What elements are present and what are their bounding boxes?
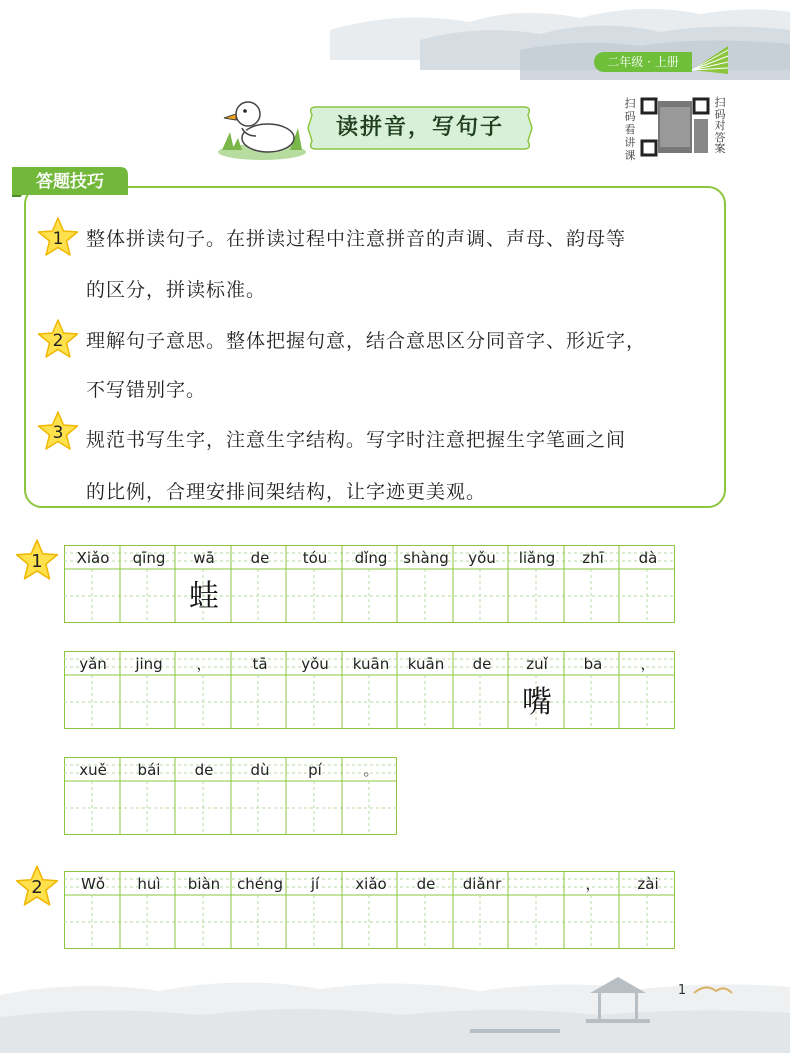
hanzi-write-cell[interactable] (343, 782, 399, 836)
pinyin-cell: tā (252, 655, 268, 673)
hanzi-write-cell[interactable] (65, 896, 121, 950)
exercise-number: 1 (31, 551, 43, 572)
tip-number: 2 (52, 331, 64, 351)
pinyin-cell: yǒu (301, 655, 329, 673)
pinyin-cell: Xiǎo (76, 549, 110, 567)
pinyin-cell: de (250, 549, 270, 567)
pinyin-cell: kuān (407, 655, 445, 673)
pinyin-cell: de (472, 655, 492, 673)
exercise-number: 2 (31, 877, 43, 898)
pinyin-cell: bái (137, 761, 161, 779)
hanzi-write-cell[interactable] (565, 570, 621, 624)
hanzi-write-cell[interactable] (121, 896, 177, 950)
hanzi-write-cell[interactable] (121, 676, 177, 730)
fan-icon (688, 40, 730, 76)
duck-illustration (212, 92, 312, 164)
hanzi-write-cell[interactable] (343, 570, 399, 624)
writing-grid (64, 545, 675, 623)
pinyin-cell: tóu (302, 549, 328, 567)
hanzi-write-cell[interactable] (565, 676, 621, 730)
hanzi-write-cell[interactable] (176, 676, 232, 730)
tip-text-line: 的比例，合理安排间架结构，让字迹更美观。 (86, 481, 487, 503)
hanzi-write-cell[interactable]: 蛙 (189, 579, 219, 614)
pinyin-cell: yǎn (79, 655, 107, 673)
hanzi-write-cell[interactable] (454, 570, 510, 624)
pinyin-cell: ， (585, 875, 601, 893)
pinyin-cell: ， (640, 655, 656, 673)
hanzi-write-cell[interactable] (398, 676, 454, 730)
qr-right-caption: 扫 码 对 答 案 (714, 96, 726, 156)
pinyin-cell: zhī (582, 549, 604, 567)
pinyin-cell: dǐng (354, 549, 388, 567)
pinyin-cell: de (416, 875, 436, 893)
tip-text-line: 整体拼读句子。在拼读过程中注意拼音的声调、声母、韵母等 (86, 228, 627, 250)
pinyin-cell: zuǐ (526, 655, 548, 673)
hanzi-write-cell[interactable] (398, 570, 454, 624)
hanzi-write-cell[interactable] (287, 782, 343, 836)
writing-grid (64, 757, 397, 835)
pinyin-cell: jí (310, 875, 320, 893)
pinyin-cell: zài (637, 875, 659, 893)
pinyin-cell: biàn (187, 875, 221, 893)
hanzi-write-cell[interactable] (287, 676, 343, 730)
pinyin-cell (509, 872, 565, 896)
qr-code[interactable] (640, 97, 710, 157)
tip-text-line: 理解句子意思。整体把握句意，结合意思区分同音字、形近字， (86, 330, 647, 352)
qr-left-caption: 扫 码 看 讲 课 (624, 97, 636, 162)
hanzi-write-cell[interactable] (65, 676, 121, 730)
pinyin-cell: xiǎo (355, 875, 387, 893)
tip-text-line: 的区分，拼读标准。 (86, 279, 267, 301)
pinyin-cell: jing (135, 655, 163, 673)
pinyin-cell: ba (583, 655, 603, 673)
tip-text-line: 不写错别字。 (86, 379, 207, 401)
pinyin-cell: kuān (352, 655, 390, 673)
pinyin-cell: wā (193, 549, 215, 567)
hanzi-write-cell[interactable] (176, 782, 232, 836)
pinyin-cell: qīng (132, 549, 166, 567)
hanzi-write-cell[interactable] (509, 570, 565, 624)
pinyin-cell: huì (137, 875, 161, 893)
hanzi-write-cell[interactable] (176, 896, 232, 950)
hanzi-write-cell[interactable] (343, 676, 399, 730)
pinyin-cell: liǎng (518, 549, 556, 567)
hanzi-write-cell[interactable] (232, 782, 288, 836)
header-mountains-decoration (0, 0, 790, 90)
pinyin-cell: yǒu (468, 549, 496, 567)
tip-number: 3 (52, 423, 64, 443)
writing-grid (64, 871, 675, 949)
hanzi-write-cell[interactable] (287, 570, 343, 624)
writing-grid (64, 651, 675, 729)
pinyin-cell: 。 (363, 761, 379, 779)
footer-landscape-decoration (0, 955, 790, 1053)
pinyin-cell: pí (308, 761, 322, 779)
hanzi-write-cell[interactable] (454, 676, 510, 730)
hanzi-write-cell[interactable] (398, 896, 454, 950)
hanzi-write-cell[interactable] (620, 570, 676, 624)
hanzi-write-cell[interactable] (620, 896, 676, 950)
pinyin-cell: de (194, 761, 214, 779)
page-title: 读拼音，写句子 (335, 115, 504, 140)
pinyin-cell: chéng (236, 875, 283, 893)
hanzi-write-cell[interactable] (287, 896, 343, 950)
hanzi-write-cell[interactable] (565, 896, 621, 950)
pinyin-cell: diǎnr (462, 875, 502, 893)
hanzi-write-cell[interactable] (343, 896, 399, 950)
hanzi-write-cell[interactable] (232, 896, 288, 950)
hanzi-write-cell[interactable] (65, 570, 121, 624)
pinyin-cell: shàng (403, 549, 449, 567)
pinyin-cell: dà (638, 549, 658, 567)
hanzi-write-cell[interactable] (121, 782, 177, 836)
grade-badge: 二年级 · 上册 (594, 52, 692, 72)
pinyin-cell: Wǒ (80, 875, 105, 893)
tip-text-line: 规范书写生字，注意生字结构。写字时注意把握生字笔画之间 (86, 429, 627, 451)
pinyin-cell: ， (196, 655, 212, 673)
pinyin-cell: dù (250, 761, 270, 779)
hanzi-write-cell[interactable] (65, 782, 121, 836)
hanzi-write-cell[interactable] (232, 676, 288, 730)
tip-number: 1 (52, 229, 64, 249)
hanzi-write-cell[interactable]: 嘴 (522, 685, 552, 720)
hanzi-write-cell[interactable] (232, 570, 288, 624)
tips-tab-label: 答题技巧 (36, 172, 104, 192)
hanzi-write-cell[interactable] (509, 896, 565, 950)
hanzi-write-cell[interactable] (121, 570, 177, 624)
pinyin-cell: xuě (79, 761, 107, 779)
page-number: 1 (677, 983, 687, 998)
hanzi-write-cell[interactable] (620, 676, 676, 730)
hanzi-write-cell[interactable] (454, 896, 510, 950)
